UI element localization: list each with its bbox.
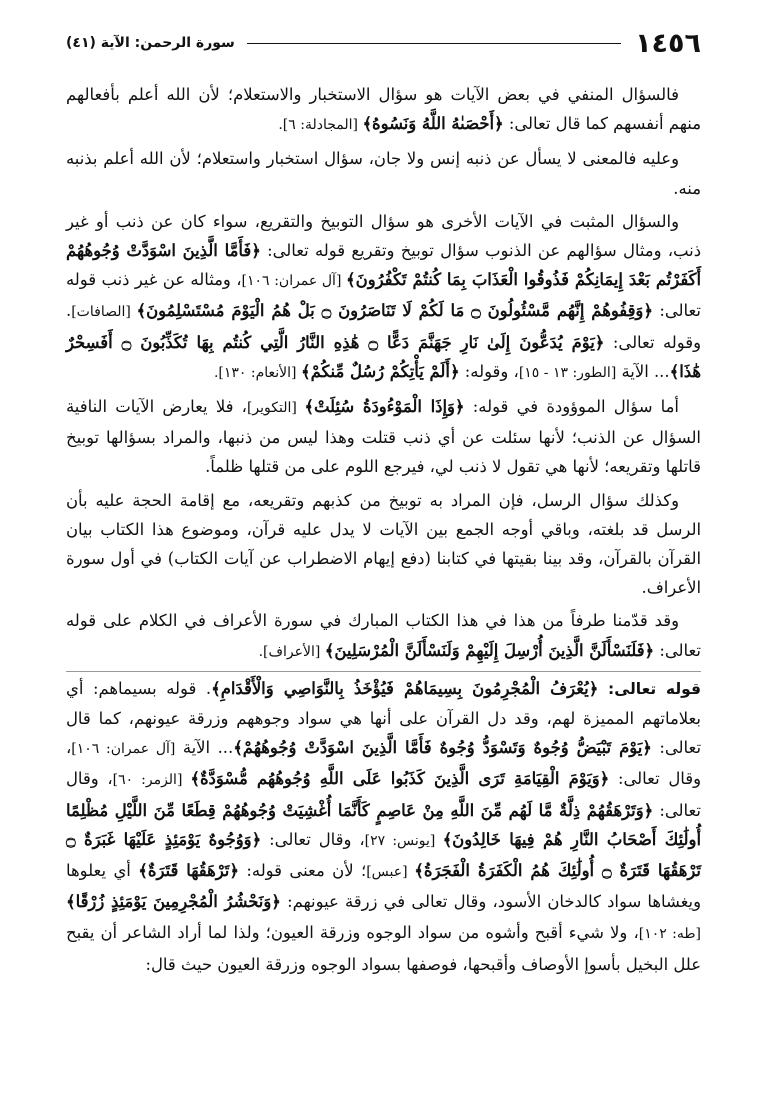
- paragraph-text: وقد قدّمنا طرفاً من هذا في هذا الكتاب المبارك في سورة الأعراف في الكلام على قوله تعالى:: [66, 611, 701, 660]
- quran-verse: ﴿وَتَرْهَقُهُمْ ذِلَّةٌ مَّا لَهُم مِّنَ اللَّهِ مِنْ عَاصِمٍ كَأَنَّمَا أُغْشِيَتْ وُجُوهُهُمْ قِطَعًا مِّنَ اللَّيْلِ مُظْلِمًا أُولَٰئِكَ أَصْحَابُ النَّارِ هُمْ فِيهَا خَالِدُونَ﴾: [66, 800, 702, 849]
- paragraph-p5: [66, 486, 701, 603]
- paragraph-text: . وقوله تعالى:: [66, 301, 701, 352]
- quran-verse: ﴿وَإِذَا الْمَوْءُودَةُ سُئِلَتْ﴾: [304, 397, 465, 417]
- quran-verse: ﴿وَقِفُوهُمْ إِنَّهُم مَّسْئُولُونَ ۝ مَا لَكُمْ لَا تَنَاصَرُونَ ۝ بَلْ هُمُ الْيَوْمَ مُسْتَسْلِمُونَ﴾: [136, 301, 653, 321]
- quran-verse: ﴿تَرْهَقُهَا قَتَرَةٌ﴾: [138, 861, 239, 881]
- paragraph-p4: [66, 392, 701, 482]
- verse-reference: [الأنعام: ١٣٠].: [213, 364, 301, 381]
- verse-reference: [طه: ١٠٢]: [638, 926, 701, 943]
- paragraph-text: ، وقال تعالى:: [66, 769, 701, 820]
- paragraph-text: والسؤال المثبت في الآيات الأخرى هو سؤال التوبيخ والتقريع، سواء كان عن ذنب أو غير ذنب، ومثال سؤالهم عن الذنوب سؤال توبيخ وتقريع قوله تعالى:: [66, 211, 701, 261]
- paragraph-text: ، وقال تعالى:: [261, 829, 365, 849]
- verse-reference: [المجادلة: ٦].: [278, 117, 363, 134]
- verse-reference: [الزمر: ٦٠]: [112, 772, 191, 789]
- paragraph-text: ، وقوله:: [459, 361, 519, 381]
- quran-verse: ﴿أَحْصَىٰهُ اللَّهُ وَنَسُوهُ﴾: [362, 114, 504, 134]
- paragraph-text: ، فلا يعارض الآيات النافية السؤال عن الذنب؛ لأنها سئلت عن أي ذنب قتلت وهذا ليس من ذنبها، والمراد بسؤالها توبيخ قاتلها وتقريعه؛ لأنها هي تقول لا ذنب لي، فيرجع اللوم على من قتلها ظلماً.: [66, 397, 701, 477]
- page-header: [66, 28, 701, 58]
- paragraph-text: ، وقال تعالى:: [66, 738, 701, 789]
- verse-reference: [الصافات]: [71, 304, 137, 321]
- paragraph-text: أي يعلوها ويغشاها سواد كالدخان الأسود، وقال تعالى في زرقة عيونهم:: [66, 861, 702, 912]
- verse-reference: [آل عمران: ١٠٦]: [241, 273, 347, 290]
- verse-reference: [الطور: ١٣ - ١٥]: [518, 364, 617, 381]
- verse-reference: [عبس]: [366, 864, 415, 881]
- paragraph-text: . قوله بسيماهم: أي بعلاماتهم المميزة لهم، وقد دل القرآن على أنها هي سواد وجوههم وزرقة عيونهم، كما قال تعالى:: [66, 678, 702, 758]
- quran-verse: ﴿أَلَمْ يَأْتِكُمْ رُسُلٌ مِّنكُمْ﴾: [300, 361, 460, 381]
- paragraph-p7: [66, 671, 701, 979]
- quran-verse: ﴿يَوْمَ تَبْيَضُّ وُجُوهٌ وَتَسْوَدُّ وُجُوهٌ فَأَمَّا الَّذِينَ اسْوَدَّتْ وُجُوهُهُمْ﴾: [233, 738, 652, 758]
- running-head: سورة الرحمن: الآية (٤١): [66, 35, 235, 51]
- quran-verse: ﴿يَوْمَ يُدَعُّونَ إِلَىٰ نَارِ جَهَنَّمَ دَعًّا ۝ هَٰذِهِ النَّارُ الَّتِي كُنتُم بِهَا تُكَذِّبُونَ ۝ أَفَسِحْرٌ هَٰذَا﴾: [66, 332, 701, 381]
- quran-verse: ﴿فَلَنَسْأَلَنَّ الَّذِينَ أُرْسِلَ إِلَيْهِمْ وَلَنَسْأَلَنَّ الْمُرْسَلِينَ﴾: [324, 640, 655, 660]
- paragraph-p3: [66, 207, 701, 388]
- quran-verse: ﴿وَوُجُوهٌ يَوْمَئِذٍ عَلَيْهَا غَبَرَةٌ ۝ تَرْهَقُهَا قَتَرَةٌ ۝ أُولَٰئِكَ هُمُ الْكَفَرَةُ الْفَجَرَةُ﴾: [66, 829, 701, 881]
- paragraph-text: وكذلك سؤال الرسل، فإن المراد به توبيخ من كذبهم وتقريعه، مع إقامة الحجة عليه بأن الرسل قد بلغته، وباقي أوجه الجمع بين الآيات لا يدل عليه قرآن، وموضوع هذا الكتاب بيان القرآن بالقرآن، وقد بينا بقيتها في كتابنا (دفع إيهام الاضطراب عن آيات الكتاب) في أول سورة الأعراف.: [66, 490, 701, 598]
- paragraph-text: ... الآية: [616, 361, 670, 381]
- verse-reference: [التكوير]: [246, 400, 305, 417]
- section-lead: قوله تعالى:: [598, 679, 701, 698]
- paragraph-text: ؛ لأن معنى قوله:: [238, 861, 367, 881]
- verse-reference: [يونس: ٢٧]: [364, 832, 443, 849]
- verse-reference: [آل عمران: ١٠٦]: [71, 741, 176, 758]
- page-number: ١٤٥٦: [635, 27, 701, 59]
- body-text: [66, 80, 701, 979]
- verse-reference: [الأعراف].: [258, 643, 325, 660]
- paragraph-p2: [66, 144, 701, 202]
- paragraph-p1: [66, 80, 701, 140]
- paragraph-text: أما سؤال الموؤودة في قوله:: [464, 397, 679, 417]
- paragraph-text: ... الآية: [175, 738, 234, 758]
- header-rule: [247, 43, 621, 44]
- paragraph-p6: [66, 606, 701, 666]
- quran-verse: ﴿وَنَحْشُرُ الْمُجْرِمِينَ يَوْمَئِذٍ زُرْقًا﴾: [66, 892, 281, 912]
- quran-verse: ﴿يُعْرَفُ الْمُجْرِمُونَ بِسِيمَاهُمْ فَيُؤْخَذُ بِالنَّوَاصِي وَالْأَقْدَامِ﴾: [211, 678, 599, 698]
- quran-verse: ﴿فَأَمَّا الَّذِينَ اسْوَدَّتْ وُجُوهُهُمْ أَكَفَرْتُم بَعْدَ إِيمَانِكُمْ فَذُوقُوا الْعَذَابَ بِمَا كُنتُمْ تَكْفُرُونَ﴾: [66, 241, 701, 290]
- paragraph-text: ، ومثاله عن غير ذنب قوله تعالى:: [66, 270, 701, 321]
- paragraph-text: ، ولا شيء أقبح وأشوه من سواد الوجوه وزرقة العيون؛ ولذا لما أراد الشاعر أن يقبح علل البخيل بأسوإ الأوصاف وأقبحها، فوصفها بسواد الوجوه وزرقة العيون حيث قال:: [66, 923, 701, 974]
- quran-verse: ﴿وَيَوْمَ الْقِيَامَةِ تَرَى الَّذِينَ كَذَبُوا عَلَى اللَّهِ وُجُوهُهُم مُّسْوَدَّةٌ﴾: [190, 769, 610, 789]
- paragraph-text: وعليه فالمعنى لا يسأل عن ذنبه إنس ولا جان، سؤال استخبار واستعلام؛ لأن الله أعلم بذنبه منه.: [66, 149, 701, 198]
- paragraph-text: فالسؤال المنفي في بعض الآيات هو سؤال الاستخبار والاستعلام؛ لأن الله أعلم بأفعالهم منهم أنفسهم كما قال تعالى:: [66, 85, 701, 134]
